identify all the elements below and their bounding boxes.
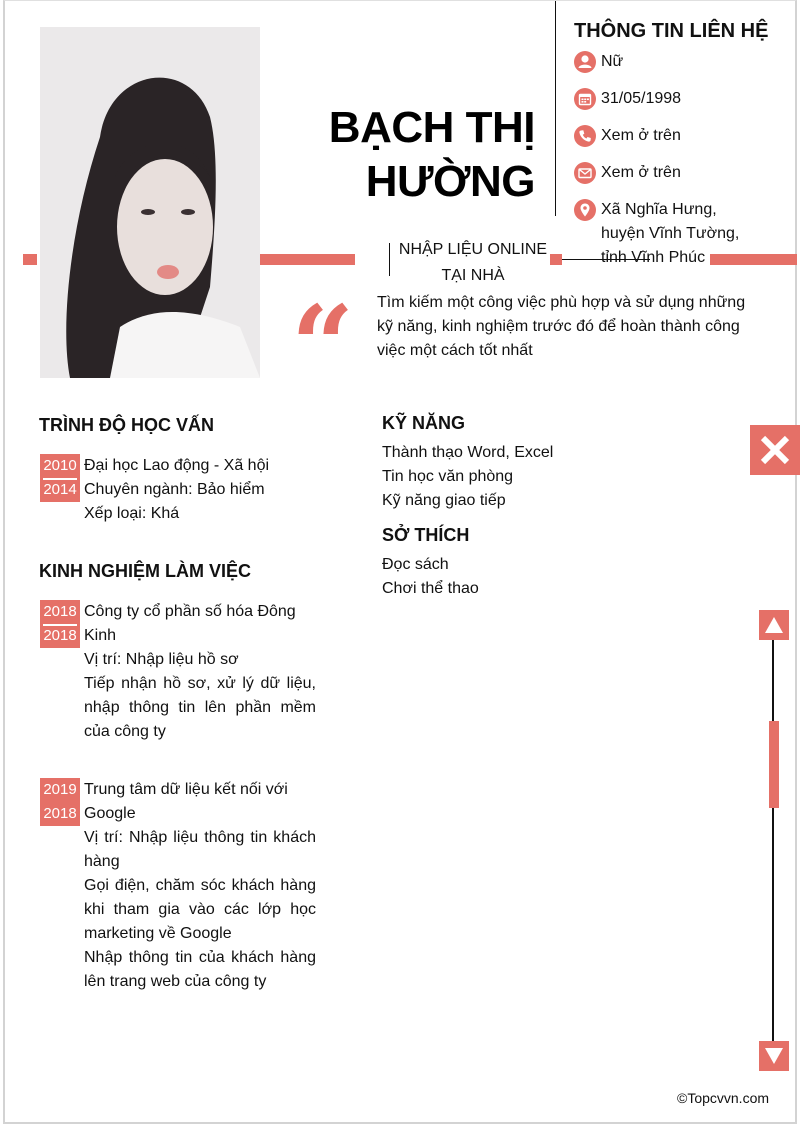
experience-entry-1-years: [40, 600, 80, 648]
hobbies-list: [382, 553, 479, 601]
position: Vị trí: Nhập liệu thông tin khách hàng: [84, 829, 316, 870]
experience-entry-2-years: [40, 778, 80, 826]
arrow-down-icon: [763, 1046, 785, 1066]
skill-item: Thành thạo Word, Excel: [382, 444, 554, 461]
hobby-item: Đọc sách: [382, 556, 449, 573]
job-title-divider: [389, 243, 390, 276]
email-value: Xem ở trên: [601, 164, 681, 181]
contact-birthday: [574, 87, 774, 111]
job-description-1: Gọi điện, chăm sóc khách hàng khi tham gia vào các lớp học marketing về Google: [84, 877, 316, 942]
user-icon: [574, 51, 596, 73]
scrollbar-thumb[interactable]: [769, 721, 779, 808]
job-title-line-1: NHẬP LIỆU ONLINE: [398, 241, 548, 258]
profile-photo: [40, 27, 260, 378]
skill-item: Tin học văn phòng: [382, 468, 514, 485]
accent-bar-mid: [258, 254, 355, 265]
arrow-up-icon: [763, 615, 785, 635]
quote-icon: “: [291, 281, 349, 410]
position: Vị trí: Nhập liệu hồ sơ: [84, 651, 239, 668]
year-end: 2018: [43, 805, 77, 822]
contact-phone: [574, 124, 774, 148]
copyright-footer: ©Topcvvn.com: [677, 1090, 770, 1106]
experience-years: [40, 600, 80, 648]
name-line-2: HƯỜNG: [365, 157, 535, 206]
birthday-value: 31/05/1998: [601, 90, 682, 107]
accent-bar-left: [23, 254, 37, 265]
year-start: 2010: [43, 457, 77, 474]
school-name: Đại học Lao động - Xã hội: [84, 457, 270, 474]
hobbies-section-title: SỞ THÍCH: [382, 525, 470, 545]
name-line-1: BẠCH THỊ: [328, 103, 535, 152]
skills-section-title: KỸ NĂNG: [382, 413, 466, 433]
skills-list: [382, 441, 553, 513]
hobby-item: Chơi thể thao: [382, 580, 479, 597]
phone-icon: [574, 125, 596, 147]
phone-value: Xem ở trên: [601, 127, 681, 144]
scroll-down-button[interactable]: [759, 1041, 789, 1071]
career-objective: Tìm kiếm một công việc phù hợp và sử dụng những kỹ năng, kinh nghiệm trước đó để hoàn thành công việc một cách tốt nhất: [377, 294, 746, 359]
header-divider: [555, 1, 556, 216]
grade: Xếp loại: Khá: [84, 505, 180, 522]
experience-section-title: KINH NGHIỆM LÀM VIỆC: [39, 561, 252, 581]
skill-item: Kỹ năng giao tiếp: [382, 492, 506, 509]
contact-gender: [574, 50, 774, 74]
year-start: 2019: [43, 781, 77, 798]
experience-entry-1: [84, 600, 316, 744]
job-title: [393, 237, 553, 289]
contact-email: [574, 161, 774, 185]
major: Chuyên ngành: Bảo hiểm: [84, 481, 265, 498]
location-icon: [574, 199, 596, 221]
year-end: 2018: [43, 627, 77, 644]
scrollbar-track[interactable]: [772, 637, 774, 1045]
education-details: [84, 454, 316, 526]
job-title-line-2: TẠI NHÀ: [441, 267, 505, 284]
email-icon: [574, 162, 596, 184]
close-icon: [758, 433, 792, 467]
calendar-icon: [574, 88, 596, 110]
close-button[interactable]: [750, 425, 800, 475]
experience-entry-2: [84, 778, 316, 994]
gender-value: Nữ: [601, 53, 624, 70]
contact-address: [574, 198, 759, 270]
company-name: Trung tâm dữ liệu kết nối với Google: [84, 781, 288, 822]
company-name: Công ty cổ phần số hóa Đông Kinh: [84, 603, 296, 644]
cv-page: [3, 0, 797, 1124]
education-entry: [40, 454, 80, 502]
candidate-name: [305, 101, 535, 209]
education-years: [40, 454, 80, 502]
scroll-up-button[interactable]: [759, 610, 789, 640]
portrait-illustration: [40, 27, 260, 378]
year-start: 2018: [43, 603, 77, 620]
address-value: Xã Nghĩa Hưng, huyện Vĩnh Tường, tỉnh Vĩnh Phúc: [601, 201, 740, 266]
year-end: 2014: [43, 481, 77, 498]
job-description-2: Nhập thông tin của khách hàng lên trang web của công ty: [84, 949, 316, 990]
education-section-title: TRÌNH ĐỘ HỌC VẤN: [39, 415, 214, 435]
contact-section-title: THÔNG TIN LIÊN HỆ: [574, 20, 769, 42]
experience-years: [40, 778, 80, 826]
job-description: Tiếp nhận hồ sơ, xử lý dữ liệu, nhập thông tin lên phần mềm của công ty: [84, 675, 316, 740]
